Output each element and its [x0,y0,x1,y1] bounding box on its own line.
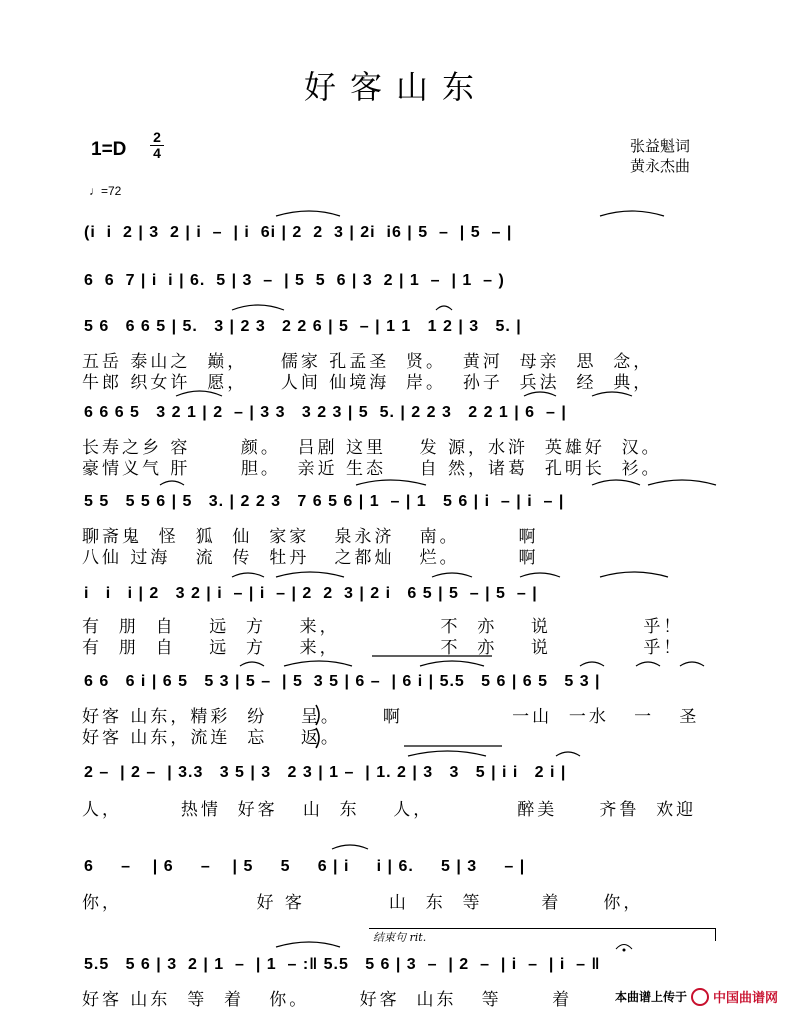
lyric-line: 有 朋 自 远 方 来， 不 亦 说 乎！ [82,617,684,637]
lyric-line: 豪情义气 肝 胆。 亲近 生态 自 然，诸葛 孔明长 衫。 [82,459,662,479]
notation-row-4: 6 6 6 5 3 2 1 | 2 – | 3 3 3 2 3 | 5 5. | 2 2 3 2 2 1 | 6 – | [84,404,567,421]
tempo-marking: ♩=72 [89,184,122,198]
notation-row-6: i i i | 2 3 2 | i – | i – | 2 2 3 | 2 i 6 5 | 5 – | 5 – | [84,585,538,602]
slur [276,211,340,216]
lyricist-credit: 张益魁词 [630,137,691,155]
slur [680,662,704,666]
ending-rit-marking: 结束句 rit. [369,928,716,941]
notation-row-7: 6 6 6 i | 6 5 5 3 | 5 – | 5 3 5 | 6 – | 6 i | 5.5 5 6 | 6 5 5 3 | [84,673,601,690]
lyric-line: 长寿之乡 容 颜。 吕剧 这里 发 源，水浒 英雄好 汉。 [82,438,662,458]
lyric-line: 人， 热情 好客 山 东 人， 醉美 齐鲁 欢迎 [82,800,697,820]
slur [356,480,426,485]
slur [600,211,664,216]
slur [276,572,344,577]
site-logo-icon [691,988,709,1006]
slur [520,573,560,577]
slur [332,845,368,849]
lyric-line: 好客 山东，流连 忘 返。 [82,728,341,748]
slur [232,305,284,310]
site-logo[interactable]: 中国曲谱网 [712,990,778,1005]
notation-row-5: 5 5 5 5 6 | 5 3. | 2 2 3 7 6 5 6 | 1 – | 1 5 6 | i – | i – | [84,493,565,510]
notation-row-2: 6 6 7 | i i | 6. 5 | 3 – | 5 5 6 | 3 2 | 1 – | 1 – ) [84,272,505,289]
slur [432,573,472,577]
time-signature-numerator: 2 [153,129,161,145]
composer-credit: 黄永杰曲 [630,157,691,175]
lyric-line: 有 朋 自 远 方 来， 不 亦 说 乎！ [82,638,684,658]
upload-footer [615,987,778,1006]
notation-row-9: 6 – | 6 – | 5 5 6 | i i | 6. 5 | 3 – | [84,858,526,875]
fermata-dot [623,949,626,952]
slur [240,662,264,666]
slur [648,480,716,485]
upload-note: 本曲谱上传于 [614,990,687,1004]
lyric-line: 八仙 过海 流 传 牡丹 之都灿 烂。 啊 [82,548,539,568]
time-signature [150,130,164,161]
slur [592,480,640,485]
slur [600,572,668,577]
slur [408,751,486,756]
fermata [616,945,632,950]
lyric-line: 牛郎 织女许 愿， 人间 仙境海 岸。 孙子 兵法 经 典， [82,373,654,393]
lyric-line: 五岳 泰山之 巅， 儒家 孔孟圣 贤。 黄河 母亲 思 念， [82,352,654,372]
lyric-line: 好客 山东 等 着 你。 好客 山东 等 着 [82,990,573,1010]
slur [580,662,604,666]
lyric-line: 聊斋鬼 怪 狐 仙 家家 泉永济 南。 啊 [82,527,539,547]
slur [232,573,264,577]
slur [636,662,660,666]
notation-row-1: (i i 2 | 3 2 | i – | i 6i | 2 2 3 | 2i i6 | 5 – | 5 – | [84,224,513,241]
lyric-line: 你， 好 客 山 东 等 着 你， [82,893,644,913]
song-title: 好客山东 [303,68,488,106]
slur [276,942,340,947]
time-signature-denominator: 4 [150,145,164,161]
notation-row-3: 5 6 6 6 5 | 5. 3 | 2 3 2 2 6 | 5 – | 1 1 1 2 | 3 5. | [84,318,522,335]
slur [556,752,580,756]
key-signature: 1=D [91,139,127,160]
lyric-line: 好客 山东，精彩 纷 呈。 啊 一山 一水 一 圣 [82,707,700,727]
slur [284,661,352,666]
notation-row-10: 5.5 5 6 | 3 2 | 1 – | 1 – :‖ 5.5 5 6 | 3 – | 2 – | i – | i – ‖ [84,956,601,973]
slur [436,306,452,310]
slur [420,661,484,666]
notation-row-8: 2 – | 2 – | 3.3 3 5 | 3 2 3 | 1 – | 1. 2 | 3 3 5 | i i 2 i | [84,764,567,781]
slur [160,481,184,485]
